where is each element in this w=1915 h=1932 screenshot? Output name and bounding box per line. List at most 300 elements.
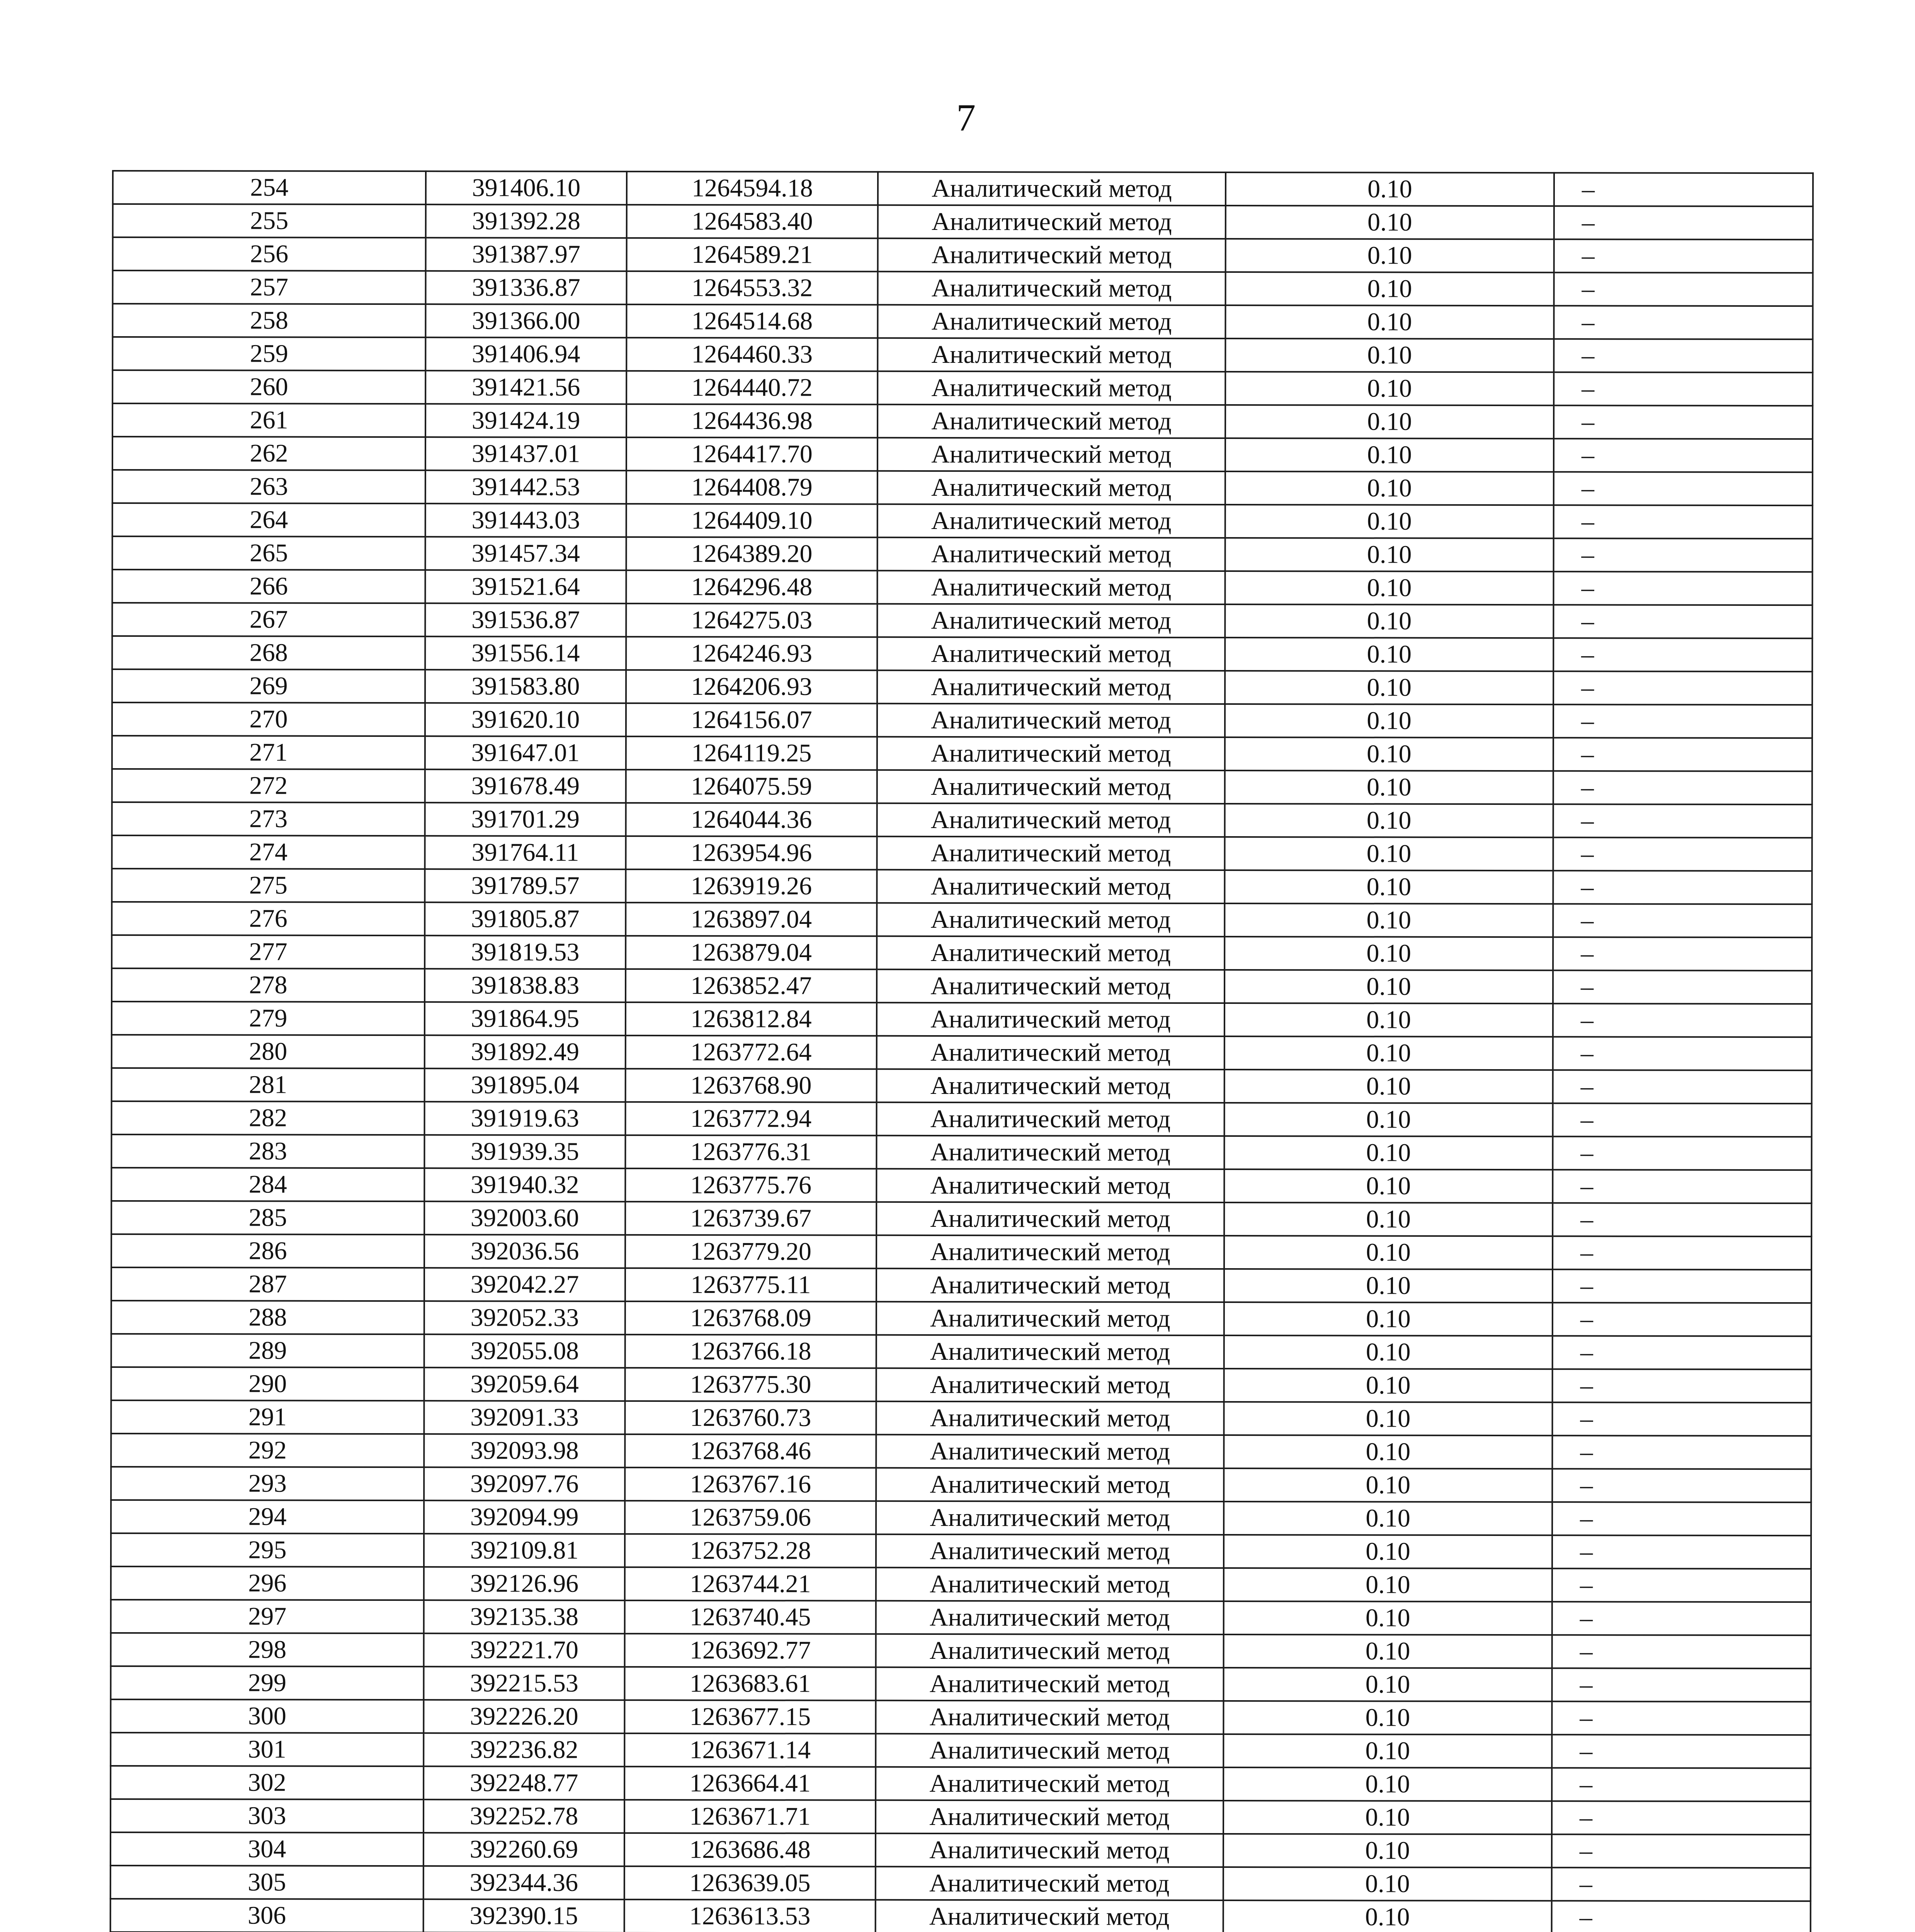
table-row bbox=[111, 1500, 1811, 1536]
accuracy-value-cell: 0.10 bbox=[1225, 903, 1553, 937]
x-coordinate-cell: 392135.38 bbox=[424, 1600, 625, 1634]
determination-method-cell: Аналитический метод bbox=[878, 272, 1226, 305]
accuracy-value-cell: 0.10 bbox=[1224, 1601, 1552, 1635]
determination-method-cell: Аналитический метод bbox=[876, 1833, 1223, 1867]
description-dash-cell: – bbox=[1552, 1402, 1811, 1436]
determination-method-cell: Аналитический метод bbox=[876, 1701, 1223, 1734]
point-number-cell: 269 bbox=[112, 669, 425, 703]
description-dash-cell: – bbox=[1553, 1003, 1812, 1037]
description-dash-cell: – bbox=[1554, 239, 1813, 273]
point-number-cell: 279 bbox=[112, 1002, 425, 1035]
description-dash-cell: – bbox=[1552, 1901, 1811, 1932]
accuracy-value-cell: 0.10 bbox=[1224, 1302, 1553, 1336]
description-dash-cell: – bbox=[1553, 738, 1812, 771]
x-coordinate-cell: 392094.99 bbox=[424, 1500, 625, 1534]
x-coordinate-cell: 392221.70 bbox=[424, 1633, 625, 1667]
point-number-cell: 267 bbox=[112, 603, 425, 636]
determination-method-cell: Аналитический метод bbox=[877, 704, 1225, 737]
y-coordinate-cell: 1264553.32 bbox=[627, 271, 878, 305]
x-coordinate-cell: 392091.33 bbox=[424, 1401, 625, 1434]
description-dash-cell: – bbox=[1554, 372, 1813, 406]
x-coordinate-cell: 391406.10 bbox=[426, 171, 627, 205]
determination-method-cell: Аналитический метод bbox=[877, 936, 1225, 970]
table-row bbox=[111, 1666, 1811, 1702]
description-dash-cell: – bbox=[1552, 1635, 1811, 1668]
point-number-cell: 305 bbox=[111, 1866, 423, 1899]
accuracy-value-cell: 0.10 bbox=[1224, 1435, 1552, 1469]
y-coordinate-cell: 1263897.04 bbox=[626, 903, 877, 936]
description-dash-cell: – bbox=[1554, 173, 1813, 206]
accuracy-value-cell: 0.10 bbox=[1225, 1103, 1553, 1136]
y-coordinate-cell: 1263954.96 bbox=[626, 836, 877, 870]
determination-method-cell: Аналитический метод bbox=[877, 1069, 1225, 1103]
point-number-cell: 280 bbox=[112, 1035, 425, 1068]
x-coordinate-cell: 391647.01 bbox=[425, 736, 626, 770]
determination-method-cell: Аналитический метод bbox=[878, 305, 1225, 338]
x-coordinate-cell: 392252.78 bbox=[423, 1799, 624, 1833]
x-coordinate-cell: 391442.53 bbox=[425, 470, 626, 504]
table-body bbox=[110, 171, 1813, 1932]
table-row bbox=[112, 570, 1812, 605]
x-coordinate-cell: 391583.80 bbox=[425, 670, 626, 703]
table-row bbox=[112, 536, 1813, 572]
description-dash-cell: – bbox=[1553, 771, 1812, 804]
accuracy-value-cell: 0.10 bbox=[1223, 1867, 1552, 1901]
description-dash-cell: – bbox=[1553, 1269, 1811, 1303]
point-number-cell: 288 bbox=[111, 1301, 424, 1334]
accuracy-value-cell: 0.10 bbox=[1226, 206, 1554, 239]
y-coordinate-cell: 1263775.76 bbox=[625, 1168, 876, 1202]
point-number-cell: 265 bbox=[112, 536, 425, 570]
y-coordinate-cell: 1263671.71 bbox=[624, 1800, 876, 1833]
description-dash-cell: – bbox=[1552, 1867, 1811, 1901]
y-coordinate-cell: 1264206.93 bbox=[626, 670, 877, 704]
description-dash-cell: – bbox=[1552, 1568, 1811, 1602]
description-dash-cell: – bbox=[1554, 206, 1813, 240]
description-dash-cell: – bbox=[1553, 804, 1812, 838]
table-row bbox=[113, 237, 1813, 273]
y-coordinate-cell: 1263852.47 bbox=[626, 969, 877, 1003]
accuracy-value-cell: 0.10 bbox=[1225, 837, 1553, 871]
point-number-cell: 255 bbox=[113, 204, 426, 238]
y-coordinate-cell: 1263879.04 bbox=[626, 936, 877, 969]
y-coordinate-cell: 1264583.40 bbox=[627, 205, 878, 238]
x-coordinate-cell: 391838.83 bbox=[425, 969, 626, 1002]
determination-method-cell: Аналитический метод bbox=[876, 1302, 1224, 1335]
table-row bbox=[112, 470, 1813, 505]
determination-method-cell: Аналитический метод bbox=[876, 1667, 1223, 1701]
determination-method-cell: Аналитический метод bbox=[876, 1401, 1224, 1435]
accuracy-value-cell: 0.10 bbox=[1223, 1734, 1552, 1768]
point-number-cell: 300 bbox=[111, 1699, 423, 1733]
y-coordinate-cell: 1263686.48 bbox=[624, 1833, 876, 1867]
determination-method-cell: Аналитический метод bbox=[878, 338, 1225, 372]
x-coordinate-cell: 391556.14 bbox=[425, 636, 626, 670]
y-coordinate-cell: 1263740.45 bbox=[625, 1600, 876, 1634]
y-coordinate-cell: 1263768.46 bbox=[625, 1434, 876, 1468]
x-coordinate-cell: 391939.35 bbox=[424, 1135, 625, 1168]
x-coordinate-cell: 391457.34 bbox=[425, 537, 626, 570]
determination-method-cell: Аналитический метод bbox=[877, 1036, 1225, 1070]
description-dash-cell: – bbox=[1553, 1203, 1811, 1236]
x-coordinate-cell: 391701.29 bbox=[425, 803, 626, 836]
accuracy-value-cell: 0.10 bbox=[1224, 1535, 1552, 1568]
x-coordinate-cell: 391421.56 bbox=[425, 371, 626, 404]
description-dash-cell: – bbox=[1553, 1369, 1811, 1403]
determination-method-cell: Аналитический метод bbox=[876, 1202, 1224, 1236]
determination-method-cell: Аналитический метод bbox=[877, 637, 1225, 671]
determination-method-cell: Аналитический метод bbox=[876, 1800, 1223, 1834]
table-row bbox=[112, 337, 1813, 372]
table-row bbox=[112, 968, 1812, 1004]
accuracy-value-cell: 0.10 bbox=[1225, 505, 1554, 538]
y-coordinate-cell: 1263768.90 bbox=[626, 1069, 877, 1102]
point-number-cell: 272 bbox=[112, 769, 425, 803]
point-number-cell: 298 bbox=[111, 1633, 424, 1667]
determination-method-cell: Аналитический метод bbox=[878, 172, 1226, 206]
y-coordinate-cell: 1263692.77 bbox=[625, 1634, 876, 1667]
accuracy-value-cell: 0.10 bbox=[1224, 1169, 1553, 1203]
table-row bbox=[112, 503, 1813, 539]
point-number-cell: 270 bbox=[112, 702, 425, 736]
accuracy-value-cell: 0.10 bbox=[1223, 1668, 1552, 1701]
y-coordinate-cell: 1263772.94 bbox=[626, 1102, 877, 1136]
point-number-cell: 286 bbox=[111, 1234, 424, 1268]
x-coordinate-cell: 392215.53 bbox=[423, 1667, 624, 1700]
point-number-cell: 283 bbox=[111, 1134, 424, 1168]
table-row bbox=[111, 1600, 1811, 1635]
accuracy-value-cell: 0.10 bbox=[1224, 1468, 1552, 1502]
point-number-cell: 271 bbox=[112, 736, 425, 769]
accuracy-value-cell: 0.10 bbox=[1224, 1402, 1552, 1435]
x-coordinate-cell: 392042.27 bbox=[424, 1268, 625, 1301]
y-coordinate-cell: 1263671.14 bbox=[624, 1733, 876, 1767]
point-number-cell: 258 bbox=[112, 304, 425, 337]
determination-method-cell: Аналитический метод bbox=[876, 1269, 1224, 1302]
y-coordinate-cell: 1263683.61 bbox=[624, 1667, 876, 1701]
accuracy-value-cell: 0.10 bbox=[1223, 1767, 1552, 1801]
table-row bbox=[111, 1467, 1811, 1502]
table-row bbox=[111, 1201, 1811, 1236]
determination-method-cell: Аналитический метод bbox=[876, 1501, 1224, 1535]
description-dash-cell: – bbox=[1553, 970, 1812, 1004]
x-coordinate-cell: 391789.57 bbox=[425, 869, 626, 903]
description-dash-cell: – bbox=[1552, 1469, 1811, 1502]
y-coordinate-cell: 1263766.18 bbox=[625, 1335, 876, 1368]
y-coordinate-cell: 1263775.11 bbox=[625, 1268, 876, 1302]
description-dash-cell: – bbox=[1552, 1735, 1811, 1768]
table-row bbox=[112, 370, 1813, 406]
y-coordinate-cell: 1264075.59 bbox=[626, 770, 877, 803]
determination-method-cell: Аналитический метод bbox=[876, 1534, 1224, 1568]
table-row bbox=[112, 902, 1812, 937]
point-number-cell: 261 bbox=[112, 403, 425, 437]
point-number-cell: 256 bbox=[113, 237, 426, 271]
y-coordinate-cell: 1264119.25 bbox=[626, 736, 877, 770]
determination-method-cell: Аналитический метод bbox=[876, 1368, 1224, 1402]
description-dash-cell: – bbox=[1553, 671, 1812, 705]
determination-method-cell: Аналитический метод bbox=[876, 1136, 1224, 1169]
x-coordinate-cell: 391620.10 bbox=[425, 703, 626, 736]
table-row bbox=[112, 1002, 1812, 1037]
y-coordinate-cell: 1264156.07 bbox=[626, 703, 877, 737]
description-dash-cell: – bbox=[1553, 638, 1812, 672]
description-dash-cell: – bbox=[1553, 1303, 1811, 1336]
determination-method-cell: Аналитический метод bbox=[878, 471, 1225, 505]
x-coordinate-cell: 392036.56 bbox=[424, 1235, 625, 1268]
table-row bbox=[112, 769, 1812, 804]
determination-method-cell: Аналитический метод bbox=[876, 1169, 1224, 1202]
table-row bbox=[111, 1899, 1811, 1932]
description-dash-cell: – bbox=[1553, 1037, 1812, 1070]
point-number-cell: 302 bbox=[111, 1766, 423, 1799]
accuracy-value-cell: 0.10 bbox=[1225, 438, 1554, 472]
x-coordinate-cell: 392055.08 bbox=[424, 1334, 625, 1368]
x-coordinate-cell: 391392.28 bbox=[426, 204, 627, 238]
accuracy-value-cell: 0.10 bbox=[1225, 1036, 1553, 1070]
accuracy-value-cell: 0.10 bbox=[1225, 737, 1553, 771]
x-coordinate-cell: 391919.63 bbox=[425, 1102, 626, 1135]
x-coordinate-cell: 391536.87 bbox=[425, 603, 626, 637]
point-number-cell: 263 bbox=[112, 470, 425, 503]
table-row bbox=[111, 1134, 1811, 1170]
table-row bbox=[111, 1301, 1811, 1336]
y-coordinate-cell: 1264514.68 bbox=[626, 304, 878, 338]
description-dash-cell: – bbox=[1553, 1336, 1811, 1369]
y-coordinate-cell: 1263919.26 bbox=[626, 869, 877, 903]
description-dash-cell: – bbox=[1553, 1236, 1811, 1270]
table-row bbox=[111, 1866, 1811, 1901]
determination-method-cell: Аналитический метод bbox=[876, 1335, 1224, 1369]
x-coordinate-cell: 391437.01 bbox=[425, 437, 626, 471]
table-row bbox=[112, 1101, 1812, 1137]
description-dash-cell: – bbox=[1552, 1668, 1811, 1702]
x-coordinate-cell: 392260.69 bbox=[423, 1833, 624, 1866]
determination-method-cell: Аналитический метод bbox=[876, 1867, 1223, 1900]
determination-method-cell: Аналитический метод bbox=[876, 1734, 1223, 1767]
accuracy-value-cell: 0.10 bbox=[1224, 1236, 1553, 1269]
point-number-cell: 281 bbox=[112, 1068, 425, 1102]
accuracy-value-cell: 0.10 bbox=[1225, 704, 1553, 738]
determination-method-cell: Аналитический метод bbox=[876, 1435, 1224, 1468]
table-row bbox=[112, 603, 1812, 638]
y-coordinate-cell: 1263752.28 bbox=[625, 1534, 876, 1568]
point-number-cell: 276 bbox=[112, 902, 425, 935]
accuracy-value-cell: 0.10 bbox=[1226, 239, 1554, 272]
x-coordinate-cell: 391805.87 bbox=[425, 902, 626, 936]
y-coordinate-cell: 1264246.93 bbox=[626, 637, 877, 670]
y-coordinate-cell: 1264436.98 bbox=[626, 404, 878, 438]
determination-method-cell: Аналитический метод bbox=[876, 1601, 1224, 1634]
description-dash-cell: – bbox=[1552, 1701, 1811, 1735]
accuracy-value-cell: 0.10 bbox=[1224, 1502, 1552, 1535]
table-row bbox=[112, 304, 1813, 339]
point-number-cell: 266 bbox=[112, 570, 425, 603]
y-coordinate-cell: 1264275.03 bbox=[626, 604, 877, 637]
table-row bbox=[111, 1434, 1811, 1469]
table-row bbox=[111, 1234, 1811, 1270]
determination-method-cell: Аналитический метод bbox=[878, 438, 1225, 471]
accuracy-value-cell: 0.10 bbox=[1224, 1634, 1552, 1668]
point-number-cell: 299 bbox=[111, 1666, 423, 1700]
x-coordinate-cell: 392226.20 bbox=[423, 1700, 624, 1733]
x-coordinate-cell: 392097.76 bbox=[424, 1467, 625, 1501]
point-number-cell: 297 bbox=[111, 1600, 424, 1633]
accuracy-value-cell: 0.10 bbox=[1225, 405, 1554, 439]
table-row bbox=[111, 1733, 1811, 1768]
point-number-cell: 264 bbox=[112, 503, 425, 537]
x-coordinate-cell: 391443.03 bbox=[425, 503, 626, 537]
accuracy-value-cell: 0.10 bbox=[1224, 1369, 1553, 1402]
table-row bbox=[112, 702, 1812, 738]
x-coordinate-cell: 391764.11 bbox=[425, 836, 626, 869]
x-coordinate-cell: 391940.32 bbox=[424, 1168, 625, 1202]
table-row bbox=[111, 1566, 1811, 1602]
table-row bbox=[113, 171, 1813, 206]
table-row bbox=[111, 1699, 1811, 1735]
accuracy-value-cell: 0.10 bbox=[1225, 305, 1554, 339]
y-coordinate-cell: 1263772.64 bbox=[626, 1036, 877, 1069]
accuracy-value-cell: 0.10 bbox=[1223, 1900, 1552, 1932]
accuracy-value-cell: 0.10 bbox=[1225, 638, 1553, 671]
x-coordinate-cell: 392093.98 bbox=[424, 1434, 625, 1468]
point-number-cell: 303 bbox=[111, 1799, 423, 1833]
point-number-cell: 277 bbox=[112, 935, 425, 969]
accuracy-value-cell: 0.10 bbox=[1226, 172, 1554, 206]
y-coordinate-cell: 1263739.67 bbox=[625, 1202, 876, 1235]
accuracy-value-cell: 0.10 bbox=[1225, 770, 1553, 804]
accuracy-value-cell: 0.10 bbox=[1225, 538, 1554, 571]
description-dash-cell: – bbox=[1553, 1136, 1811, 1170]
page-number: 7 bbox=[956, 96, 976, 139]
description-dash-cell: – bbox=[1554, 538, 1813, 572]
accuracy-value-cell: 0.10 bbox=[1225, 604, 1553, 638]
y-coordinate-cell: 1264409.10 bbox=[626, 504, 878, 537]
description-dash-cell: – bbox=[1552, 1768, 1811, 1801]
description-dash-cell: – bbox=[1554, 272, 1813, 306]
point-number-cell: 289 bbox=[111, 1334, 424, 1367]
accuracy-value-cell: 0.10 bbox=[1225, 937, 1553, 970]
x-coordinate-cell: 392059.64 bbox=[424, 1367, 625, 1401]
description-dash-cell: – bbox=[1554, 339, 1813, 372]
description-dash-cell: – bbox=[1552, 1834, 1811, 1868]
y-coordinate-cell: 1263779.20 bbox=[625, 1235, 876, 1269]
table-row bbox=[111, 1533, 1811, 1569]
point-number-cell: 306 bbox=[111, 1899, 423, 1932]
x-coordinate-cell: 391864.95 bbox=[425, 1002, 626, 1036]
table-row bbox=[112, 437, 1813, 472]
table-row bbox=[111, 1633, 1811, 1668]
table-row bbox=[112, 835, 1812, 871]
y-coordinate-cell: 1264440.72 bbox=[626, 371, 878, 405]
y-coordinate-cell: 1263812.84 bbox=[626, 1002, 877, 1036]
determination-method-cell: Аналитический метод bbox=[878, 371, 1225, 405]
x-coordinate-cell: 391892.49 bbox=[425, 1035, 626, 1069]
table-row bbox=[112, 736, 1812, 771]
accuracy-value-cell: 0.10 bbox=[1225, 804, 1553, 837]
determination-method-cell: Аналитический метод bbox=[877, 770, 1225, 804]
y-coordinate-cell: 1263760.73 bbox=[625, 1401, 876, 1435]
description-dash-cell: – bbox=[1554, 472, 1813, 505]
accuracy-value-cell: 0.10 bbox=[1225, 671, 1553, 704]
y-coordinate-cell: 1264594.18 bbox=[627, 172, 878, 205]
description-dash-cell: – bbox=[1554, 439, 1813, 472]
table-row bbox=[112, 636, 1812, 672]
accuracy-value-cell: 0.10 bbox=[1225, 571, 1553, 605]
point-number-cell: 290 bbox=[111, 1367, 424, 1401]
y-coordinate-cell: 1264296.48 bbox=[626, 570, 877, 604]
y-coordinate-cell: 1264460.33 bbox=[626, 338, 878, 371]
point-number-cell: 304 bbox=[111, 1832, 423, 1866]
determination-method-cell: Аналитический метод bbox=[877, 837, 1225, 870]
point-number-cell: 285 bbox=[111, 1201, 424, 1235]
determination-method-cell: Аналитический метод bbox=[876, 1767, 1223, 1801]
x-coordinate-cell: 392126.96 bbox=[424, 1567, 625, 1600]
accuracy-value-cell: 0.10 bbox=[1224, 1136, 1553, 1170]
determination-method-cell: Аналитический метод bbox=[877, 1003, 1225, 1036]
description-dash-cell: – bbox=[1553, 571, 1812, 605]
description-dash-cell: – bbox=[1553, 937, 1812, 971]
accuracy-value-cell: 0.10 bbox=[1225, 372, 1554, 405]
accuracy-value-cell: 0.10 bbox=[1224, 1335, 1553, 1369]
table-row bbox=[111, 1267, 1811, 1303]
description-dash-cell: – bbox=[1554, 306, 1813, 339]
x-coordinate-cell: 392236.82 bbox=[423, 1733, 624, 1767]
description-dash-cell: – bbox=[1553, 1070, 1812, 1104]
accuracy-value-cell: 0.10 bbox=[1225, 1070, 1553, 1103]
determination-method-cell: Аналитический метод bbox=[877, 1102, 1225, 1136]
boundary-points-table bbox=[109, 170, 1814, 1932]
x-coordinate-cell: 391819.53 bbox=[425, 935, 626, 969]
x-coordinate-cell: 391406.94 bbox=[425, 337, 626, 371]
accuracy-value-cell: 0.10 bbox=[1223, 1801, 1552, 1834]
determination-method-cell: Аналитический метод bbox=[877, 870, 1225, 903]
y-coordinate-cell: 1263775.30 bbox=[625, 1368, 876, 1401]
description-dash-cell: – bbox=[1552, 1502, 1811, 1536]
determination-method-cell: Аналитический метод bbox=[878, 405, 1225, 438]
x-coordinate-cell: 391424.19 bbox=[425, 404, 626, 437]
x-coordinate-cell: 391336.87 bbox=[426, 271, 627, 304]
table-row bbox=[111, 1400, 1811, 1436]
point-number-cell: 259 bbox=[112, 337, 425, 371]
determination-method-cell: Аналитический метод bbox=[878, 504, 1225, 538]
determination-method-cell: Аналитический метод bbox=[877, 969, 1225, 1003]
table-row bbox=[111, 1334, 1811, 1369]
determination-method-cell: Аналитический метод bbox=[878, 205, 1226, 239]
description-dash-cell: – bbox=[1554, 405, 1813, 439]
point-number-cell: 274 bbox=[112, 835, 425, 869]
y-coordinate-cell: 1263759.06 bbox=[625, 1501, 876, 1534]
determination-method-cell: Аналитический метод bbox=[876, 1634, 1224, 1668]
y-coordinate-cell: 1264044.36 bbox=[626, 803, 877, 837]
table-row bbox=[112, 403, 1813, 439]
y-coordinate-cell: 1263768.09 bbox=[625, 1301, 876, 1335]
point-number-cell: 273 bbox=[112, 802, 425, 836]
y-coordinate-cell: 1263613.53 bbox=[624, 1900, 876, 1932]
accuracy-value-cell: 0.10 bbox=[1225, 970, 1553, 1003]
x-coordinate-cell: 391895.04 bbox=[425, 1068, 626, 1102]
determination-method-cell: Аналитический метод bbox=[877, 604, 1225, 638]
table-row bbox=[112, 802, 1812, 838]
point-number-cell: 291 bbox=[111, 1400, 424, 1434]
accuracy-value-cell: 0.10 bbox=[1225, 1003, 1553, 1037]
description-dash-cell: – bbox=[1553, 605, 1812, 638]
determination-method-cell: Аналитический метод bbox=[876, 1568, 1224, 1601]
y-coordinate-cell: 1264589.21 bbox=[627, 238, 878, 272]
point-number-cell: 260 bbox=[112, 370, 425, 404]
table-row bbox=[112, 869, 1812, 904]
table-row bbox=[111, 1168, 1811, 1203]
